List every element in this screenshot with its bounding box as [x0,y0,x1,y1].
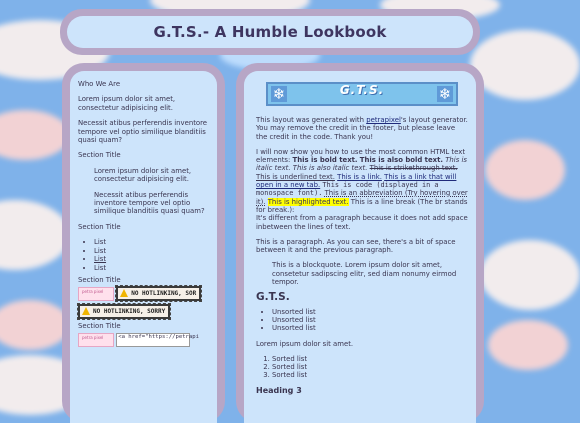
site-title: G.T.S.- A Humble Lookbook [153,23,387,41]
no-hotlinking-badge: NO HOTLINKING, SORRY [78,304,170,319]
paragraph: This is a paragraph. As you can see, there's a bit of space between it and the previous paragraph. [256,237,456,255]
main-frame [236,63,484,423]
petrapixel-button[interactable] [78,287,114,301]
list-item: • List [94,264,211,272]
main-panel [244,71,476,423]
example-link[interactable]: This is a link. [337,172,382,181]
abbreviation[interactable]: This is an abbreviation (Try hovering over it). [256,189,468,206]
list-item: • Unsorted list [272,308,468,316]
sidebar-panel [70,71,217,423]
heading-3: Heading 3 [256,385,302,395]
blockquote: This is a blockquote. Lorem ipsum dolor sit amet, consetetur sadipscing elitr, sed diam nonumy eirmod tempor. [272,261,457,287]
intro-paragraph: This layout was generated with petrapixel's layout generator. You may remove the credit in the footer, but please leave the credit in the code. Thank you! [256,116,468,141]
list-item: • Unsorted list [272,316,468,324]
sidebar-paragraph: Necessit atibus perferendis inventore tempore vel optio similique blanditiis quasi quam? [78,119,208,145]
list-item: • List [94,238,211,246]
unsorted-list [256,308,468,333]
who-we-are-title: Who We Are [78,80,121,88]
section-title: Section Title [78,322,121,331]
paragraph: Lorem ipsum dolor sit amet. [256,339,354,348]
embed-code-textarea[interactable]: <a href="https://petrapi [116,333,190,347]
banner-text: G.T.S. [339,83,385,97]
sorted-list [256,355,468,380]
sidebar-paragraph: Lorem ipsum dolor sit amet, consectetur adipisicing elit. [78,95,176,112]
list-item: 2. Sorted list [272,363,468,371]
list-item: 3. Sorted list [272,371,468,379]
sidebar-list [78,238,211,272]
petrapixel-button[interactable] [78,333,114,347]
heading-2: G.T.S. [256,291,290,304]
sidebar-blockquote [94,167,211,216]
sidebar-frame [62,63,225,423]
list-item-link[interactable]: • List [94,255,211,263]
snowflake-icon: ❄ [438,85,452,103]
no-hotlinking-badge: NO HOTLINKING, SOR [116,286,201,301]
petrapixel-button-label: petra pixel [82,334,104,340]
header-frame [60,9,480,55]
section-title: Section Title [78,222,121,231]
sidebar-paragraph: Necessit atibus perferendis inventore tempore vel optio similique blanditiis quasi quam? [94,190,205,216]
header-panel [67,16,473,48]
list-item: • List [94,247,211,255]
elements-paragraph: I will now show you how to use the most common HTML text elements: This is bold text. This is also bold text. This is italic text. This is also italic text. This is strikethrough text. This is underlined text. This is a link. This is a link that will open in a new tab. This is code (displayed in a monospace font). This is an abbreviation (Try hovering over it). This is highlighted text. This is a line break (The br stands for break.): It's different from a paragraph because it does not add space inbetween the lines of text. [256,147,468,231]
example-link-new-tab[interactable]: This is a link that will open in a new tab. [256,172,457,190]
section-title: Section Title [78,275,121,284]
list-item: • Unsorted list [272,324,468,332]
list-item: 1. Sorted list [272,355,468,363]
section-title: Section Title [78,151,121,160]
petrapixel-button-label: petra pixel [82,288,104,294]
sidebar-paragraph: Lorem ipsum dolor sit amet, consectetur adipisicing elit. [94,166,192,184]
petrapixel-link[interactable]: petrapixel [366,116,401,124]
gts-banner [266,82,458,106]
snowflake-icon: ❄ [272,85,286,103]
highlighted-text: This is highlighted text. [267,197,349,206]
